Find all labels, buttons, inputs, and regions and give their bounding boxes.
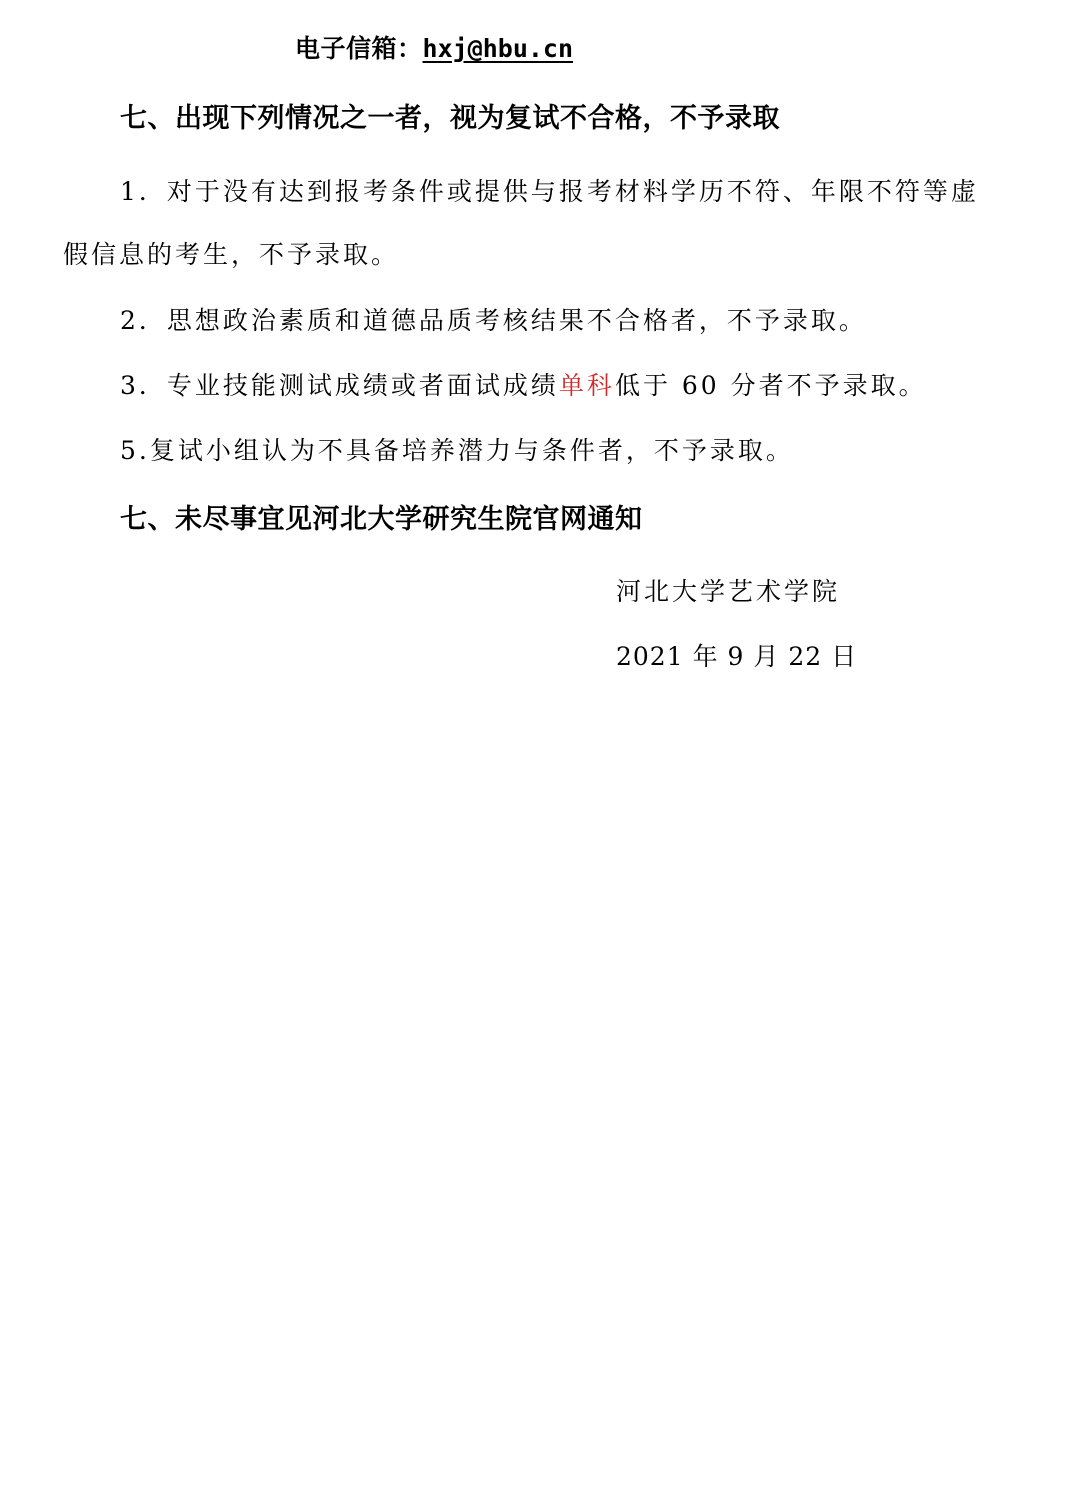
section-heading-other: 七、未尽事宜见河北大学研究生院官网通知 bbox=[120, 504, 643, 535]
contact-email-line bbox=[295, 32, 573, 66]
list-item-3-before: 3．专业技能测试成绩或者面试成绩 bbox=[120, 371, 559, 400]
list-item-1-line-1: 1．对于没有达到报考条件或提供与报考材料学历不符、年限不符等虚 bbox=[120, 177, 979, 206]
list-item-2: 2．思想政治素质和道德品质考核结果不合格者，不予录取。 bbox=[120, 306, 867, 335]
email-link[interactable]: hxj@hbu.cn bbox=[422, 34, 574, 63]
list-item-3-after: 低于 60 分者不予录取。 bbox=[614, 371, 927, 400]
list-item-3 bbox=[120, 369, 927, 403]
signature-date: 2021 年 9 月 22 日 bbox=[616, 642, 858, 671]
email-label: 电子信箱： bbox=[295, 34, 423, 63]
list-item-5: 5.复试小组认为不具备培养潜力与条件者，不予录取。 bbox=[120, 436, 794, 465]
signature-organization: 河北大学艺术学院 bbox=[616, 577, 841, 606]
list-item-1-line-2: 假信息的考生，不予录取。 bbox=[63, 240, 400, 269]
list-item-3-highlight: 单科 bbox=[558, 371, 615, 400]
section-heading-disqualify: 七、出现下列情况之一者，视为复试不合格，不予录取 bbox=[120, 103, 780, 134]
